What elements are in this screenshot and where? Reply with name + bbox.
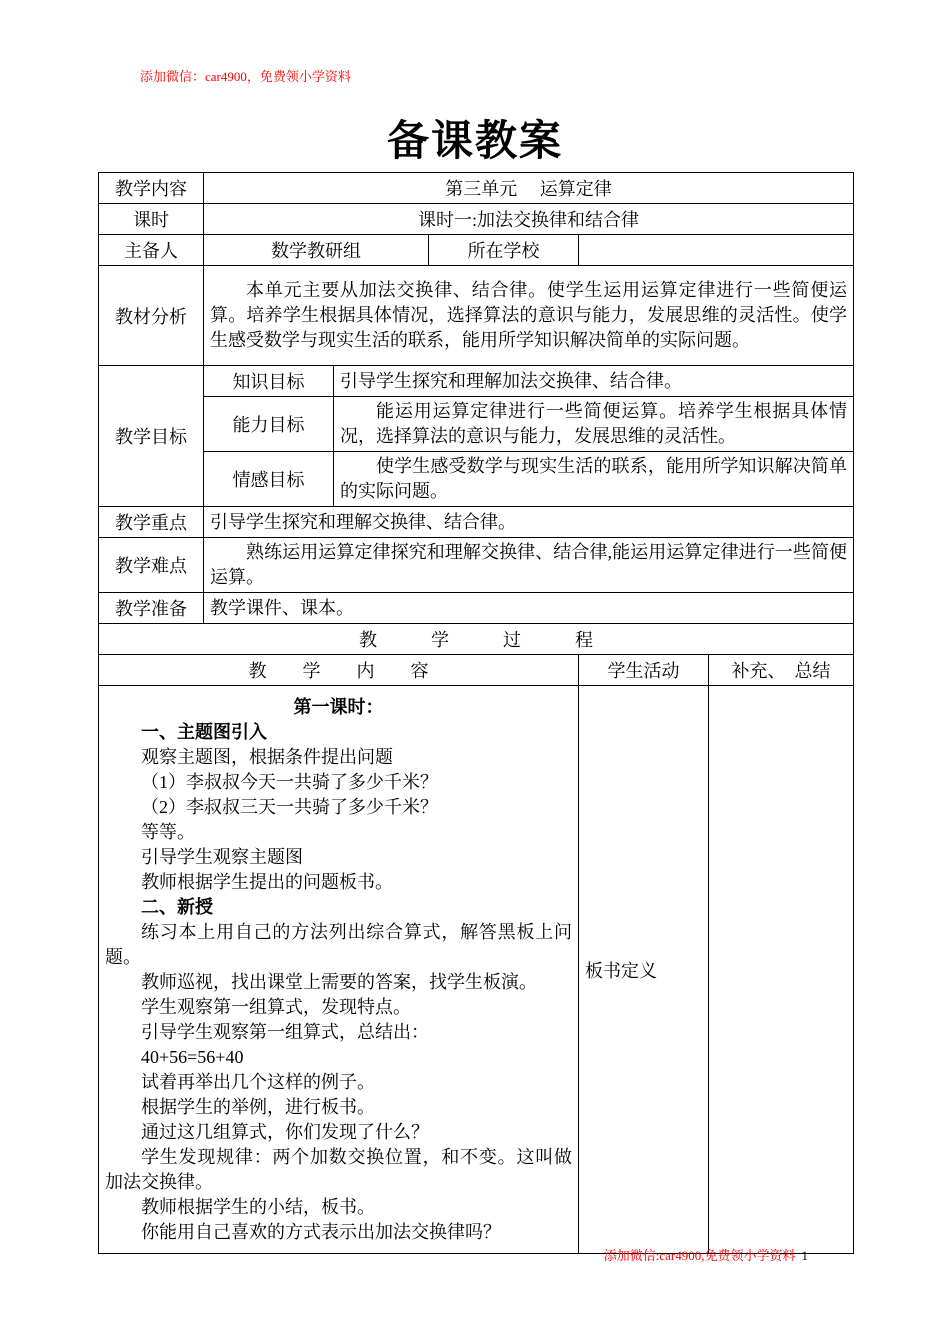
watermark-bottom — [604, 1245, 808, 1264]
teaching-content-label: 教学内容 — [99, 173, 204, 204]
row-preparer — [99, 235, 854, 266]
class-hour-value: 课时一:加法交换律和结合律 — [204, 204, 854, 235]
lesson-body — [105, 720, 572, 1245]
lesson-paragraph: 教师根据学生的小结，板书。 — [141, 1197, 375, 1217]
document-title: 备课教案 — [386, 117, 563, 164]
row-class-hour — [99, 204, 854, 235]
page-number: 1 — [801, 1248, 808, 1263]
lesson-paragraph: 观察主题图，根据条件提出问题 — [141, 747, 393, 767]
row-material-analysis — [99, 266, 854, 366]
row-difficulty — [99, 538, 854, 593]
knowledge-goal-label: 知识目标 — [204, 366, 334, 397]
row-column-headers — [99, 655, 854, 686]
lesson-paragraph: 通过这几组算式，你们发现了什么？ — [141, 1122, 429, 1142]
lesson-section-heading: 一、主题图引入 — [141, 722, 267, 742]
class-hour-label: 课时 — [99, 204, 204, 235]
difficulty-label: 教学难点 — [99, 538, 204, 593]
row-goal-ability — [99, 397, 854, 452]
knowledge-goal-value: 引导学生探究和理解加法交换律、结合律。 — [334, 366, 854, 397]
emotion-goal-label: 情感目标 — [204, 452, 334, 507]
goals-label: 教学目标 — [99, 366, 204, 507]
watermark-bottom-text: 添加微信:car4900,免费领小学资料 — [603, 1248, 796, 1263]
lesson-paragraph: 等等。 — [141, 822, 195, 842]
lesson-paragraph: 教师巡视，找出课堂上需要的答案，找学生板演。 — [141, 972, 537, 992]
lesson-section-heading: 二、新授 — [141, 897, 213, 917]
material-analysis-value: 本单元主要从加法交换律、结合律。使学生运用运算定律进行一些简便运算。培养学生根据具体情况，选择算法的意识与能力，发展思维的灵活性。使学生感受数学与现实生活的联系，能用所学知识解决简单的实际问题。 — [204, 266, 854, 366]
row-focus — [99, 507, 854, 538]
lesson-paragraph: 你能用自己喜欢的方式表示出加法交换律吗？ — [141, 1222, 501, 1242]
lesson-paragraph: 引导学生观察主题图 — [141, 847, 303, 867]
preparer-label: 主备人 — [99, 235, 204, 266]
lesson-content-cell — [99, 686, 579, 1254]
column-header-content: 教 学 内 容 — [99, 655, 579, 686]
watermark-top-text: 添加微信：car4900，免费领小学资料 — [140, 69, 351, 84]
difficulty-value: 熟练运用运算定律探究和理解交换律、结合律,能运用运算定律进行一些简便运算。 — [204, 538, 854, 593]
lesson-paragraph: （2）李叔叔三天一共骑了多少千米？ — [141, 797, 438, 817]
row-goal-knowledge — [99, 366, 854, 397]
ability-goal-value: 能运用运算定律进行一些简便运算。培养学生根据具体情况，选择算法的意识与能力，发展思维的灵活性。 — [334, 397, 854, 452]
student-activity-note: 板书定义 — [585, 960, 657, 981]
lesson-paragraph: 教师根据学生提出的问题板书。 — [141, 872, 393, 892]
preparation-label: 教学准备 — [99, 593, 204, 624]
emotion-goal-value: 使学生感受数学与现实生活的联系，能用所学知识解决简单的实际问题。 — [334, 452, 854, 507]
lesson-paragraph: 40+56=56+40 — [141, 1047, 244, 1067]
row-lesson-content — [99, 686, 854, 1254]
material-analysis-label: 教材分析 — [99, 266, 204, 366]
lesson-paragraph: 试着再举出几个这样的例子。 — [141, 1072, 375, 1092]
column-header-student-activity: 学生活动 — [579, 655, 709, 686]
column-header-supplement: 补充、 总结 — [709, 655, 854, 686]
focus-label: 教学重点 — [99, 507, 204, 538]
lesson-paragraph: 根据学生的举例，进行板书。 — [141, 1097, 375, 1117]
school-label: 所在学校 — [429, 235, 579, 266]
preparation-value: 教学课件、课本。 — [204, 593, 854, 624]
lesson-paragraph: 学生观察第一组算式，发现特点。 — [141, 997, 411, 1017]
row-teaching-content — [99, 173, 854, 204]
lesson-heading: 第一课时： — [293, 697, 384, 717]
lesson-paragraph: （1）李叔叔今天一共骑了多少千米？ — [141, 772, 438, 792]
lesson-paragraph: 练习本上用自己的方法列出综合算式，解答黑板上问题。 — [105, 922, 572, 967]
student-activity-cell — [579, 686, 709, 1254]
ability-goal-label: 能力目标 — [204, 397, 334, 452]
preparer-value: 数学教研组 — [204, 235, 429, 266]
process-header: 教 学 过 程 — [99, 624, 854, 655]
row-goal-emotion — [99, 452, 854, 507]
teaching-content-value: 第三单元 运算定律 — [204, 173, 854, 204]
school-value — [579, 235, 854, 266]
lesson-paragraph: 学生发现规律：两个加数交换位置，和不变。这叫做加法交换律。 — [105, 1147, 572, 1192]
row-preparation — [99, 593, 854, 624]
supplement-cell — [709, 686, 854, 1254]
focus-value: 引导学生探究和理解交换律、结合律。 — [204, 507, 854, 538]
lesson-plan-table — [98, 172, 854, 1254]
row-process-header — [99, 624, 854, 655]
lesson-paragraph: 引导学生观察第一组算式，总结出： — [141, 1022, 429, 1042]
